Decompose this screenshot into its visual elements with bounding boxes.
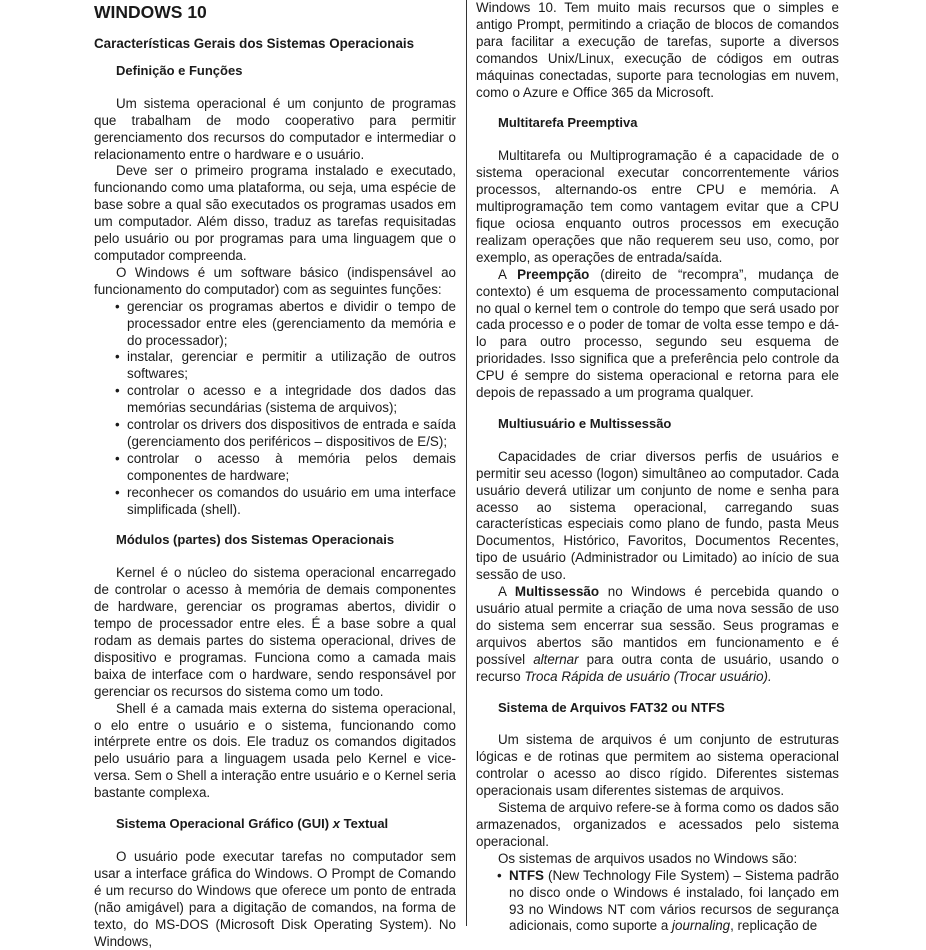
list-item: • instalar, gerenciar e permitir a utilização de outros softwares; bbox=[127, 349, 456, 383]
paragraph: Um sistema operacional é um conjunto de programas que trabalham de modo cooperativo para permitir gerenciamento dos recursos do computador e intermediar o relacionamento entre o hardware e o usuário. bbox=[94, 95, 456, 162]
subsection-gui bbox=[116, 816, 456, 833]
subsection-modulos: Módulos (partes) dos Sistemas Operacionais bbox=[116, 532, 395, 548]
paragraph-fs1: Um sistema de arquivos é um conjunto de estruturas lógicas e de rotinas que permitem ao sistema operacional controlar o acesso ao disco rígido. Diferentes sistemas operacionais usam diferentes sistemas de arquivos. bbox=[476, 732, 839, 799]
text-run: (New Technology File System) – Sistema padrão no disco onde o Windows é instalado, foi lançado em 93 no Windows NT com vários recursos de segurança adicionais, como suporte a bbox=[509, 867, 839, 934]
list-item: • controlar o acesso e a integridade dos dados das memórias secundárias (sistema de arquivos); bbox=[127, 383, 456, 417]
functions-list bbox=[94, 299, 456, 519]
subsection-gui-x: x bbox=[332, 816, 340, 832]
column-divider bbox=[466, 0, 467, 926]
text-run: no Windows é percebida quando o usuário atual permite a criação de uma nova sessão de uso do sistema sem encerrar sua sessão. Seus programas e arquivos abertos são mantidos em funcionamento e é possível bbox=[476, 584, 839, 667]
text-run: A bbox=[498, 266, 518, 282]
subsection-gui-end: Textual bbox=[343, 816, 389, 832]
section-title: Características Gerais dos Sistemas Operacionais bbox=[94, 36, 415, 51]
list-item-ntfs bbox=[509, 868, 839, 936]
fs-list bbox=[476, 868, 839, 936]
text-run: A bbox=[498, 584, 515, 600]
paragraph-preempcao bbox=[476, 267, 839, 402]
term-troca-rapida: Troca Rápida de usuário (Trocar usuário). bbox=[524, 668, 772, 684]
subsection-gui-title: Sistema Operacional Gráfico (GUI) bbox=[116, 816, 330, 832]
left-column bbox=[94, 0, 456, 950]
paragraph: Deve ser o primeiro programa instalado e executado, funcionando como uma plataforma, ou seja, uma espécie de base sobre a qual são executados os programas usados em um computador. Além disso, traduz as tarefas requisitadas pelo usuário ou por programas para uma linguagem que o computador compreenda. bbox=[94, 163, 456, 263]
paragraph-multissessao bbox=[476, 584, 839, 685]
list-item: • reconhecer os comandos do usuário em uma interface simplificada (shell). bbox=[127, 485, 456, 519]
subsection-multitarefa: Multitarefa Preemptiva bbox=[498, 115, 638, 131]
list-item: • controlar o acesso à memória pelos demais componentes de hardware; bbox=[127, 451, 456, 485]
list-item: • gerenciar os programas abertos e dividir o tempo de processador entre eles (gerenciamento da memória e do processador); bbox=[127, 299, 456, 350]
paragraph-kernel: Kernel é o núcleo do sistema operacional encarregado de controlar o acesso à memória de demais componentes de hardware, gerenciar os programas abertos, dividir o tempo de processador entre eles. É a base sobre a qual rodam as demais partes do sistema operacional, drives de dispositivo e programas. Funciona como a camada mais baixa de interface com o hardware, sendo responsável por gerenciar os recursos do sistema como um todo. bbox=[94, 565, 456, 699]
paragraph-fs2: Sistema de arquivo refere-se à forma como os dados são armazenados, organizados e acessados pelo sistema operacional. bbox=[476, 800, 839, 849]
paragraph-continued: Windows 10. Tem muito mais recursos que o simples e antigo Prompt, permitindo a criação de blocos de comandos para facilitar a execução de tarefas, suporte a diversos comandos Unix/Linux, execução de códigos em outras máquinas conectadas, suporte para tecnologias em nuvem, como o Azure e Office 365 da Microsoft. bbox=[476, 0, 839, 100]
subsection-definicao: Definição e Funções bbox=[116, 62, 243, 78]
chapter-title: WINDOWS 10 bbox=[94, 2, 207, 22]
subsection-multiusuario: Multiusuário e Multissessão bbox=[498, 415, 672, 431]
list-item: • controlar os drivers dos dispositivos de entrada e saída (gerenciamento dos periféricos – dispositivos de E/S); bbox=[127, 417, 456, 451]
paragraph-multitarefa: Multitarefa ou Multiprogramação é a capacidade de o sistema operacional executar concorrentemente vários processos, alternando-os entre CPU e memória. A multiprogramação tem como vantagem evitar que a CPU fique ociosa enquanto outros processos em execução realizam operações que não requerem seu uso, como, por exemplo, as operações de entrada/saída. bbox=[476, 148, 839, 265]
paragraph-multiusuario: Capacidades de criar diversos perfis de usuários e permitir seu acesso (logon) simultâneo ao computador. Cada usuário deverá utilizar um conjunto de nome e senha para acesso ao sistema operacional, carregando suas características especiais como plano de fundo, pasta Meus Documentos, Histórico, Favoritos, Documentos Recentes, tipo de usuário (Administrador ou Limitado) ao início de sua sessão de uso. bbox=[476, 448, 839, 583]
term-alternar: alternar bbox=[533, 651, 579, 667]
subsection-sistema-arquivos: Sistema de Arquivos FAT32 ou NTFS bbox=[498, 699, 725, 715]
text-run: , replicação de bbox=[730, 918, 818, 934]
text-run: (direito de “recompra”, mudança de contexto) é um esquema de processamento computacional no qual o kernel tem o controle do tempo que será usado por cada processo e o poder de tomar de volta esse tempo e dá-lo para outro processo, segundo seu esquema de prioridades. Isso significa que a preferência pelo controle da CPU é sempre do sistema operacional e retorna para ele depois de repassado a um programa qualquer. bbox=[476, 266, 839, 401]
paragraph: O Windows é um software básico (indispensável ao funcionamento do computador) com as seguintes funções: bbox=[94, 264, 456, 297]
term-preempcao: Preempção bbox=[517, 266, 590, 282]
paragraph-gui: O usuário pode executar tarefas no computador sem usar a interface gráfica do Windows. O Prompt de Comando é um recurso do Windows que oferece um ponto de entrada (não amigável) para a digitação de comandos, na forma de texto, do MS-DOS (Microsoft Disk Operating System). No Windows, bbox=[94, 848, 456, 949]
right-column bbox=[476, 0, 839, 935]
term-journaling: journaling bbox=[672, 918, 731, 934]
term-ntfs: NTFS bbox=[509, 867, 544, 883]
term-multissessao: Multissessão bbox=[514, 584, 600, 600]
text-run: para outra conta de usuário, usando o recurso bbox=[476, 651, 839, 684]
paragraph-fs3: Os sistemas de arquivos usados no Windows são: bbox=[498, 850, 798, 866]
paragraph-shell: Shell é a camada mais externa do sistema operacional, o elo entre o usuário e o sistema, funcionando como intérprete entre os dois. Ele traduz os comandos digitados pelo usuário para a linguagem usada pelo Kernel e vice-versa. Sem o Shell a interação entre usuário e o Kernel seria bastante complexa. bbox=[94, 700, 456, 801]
